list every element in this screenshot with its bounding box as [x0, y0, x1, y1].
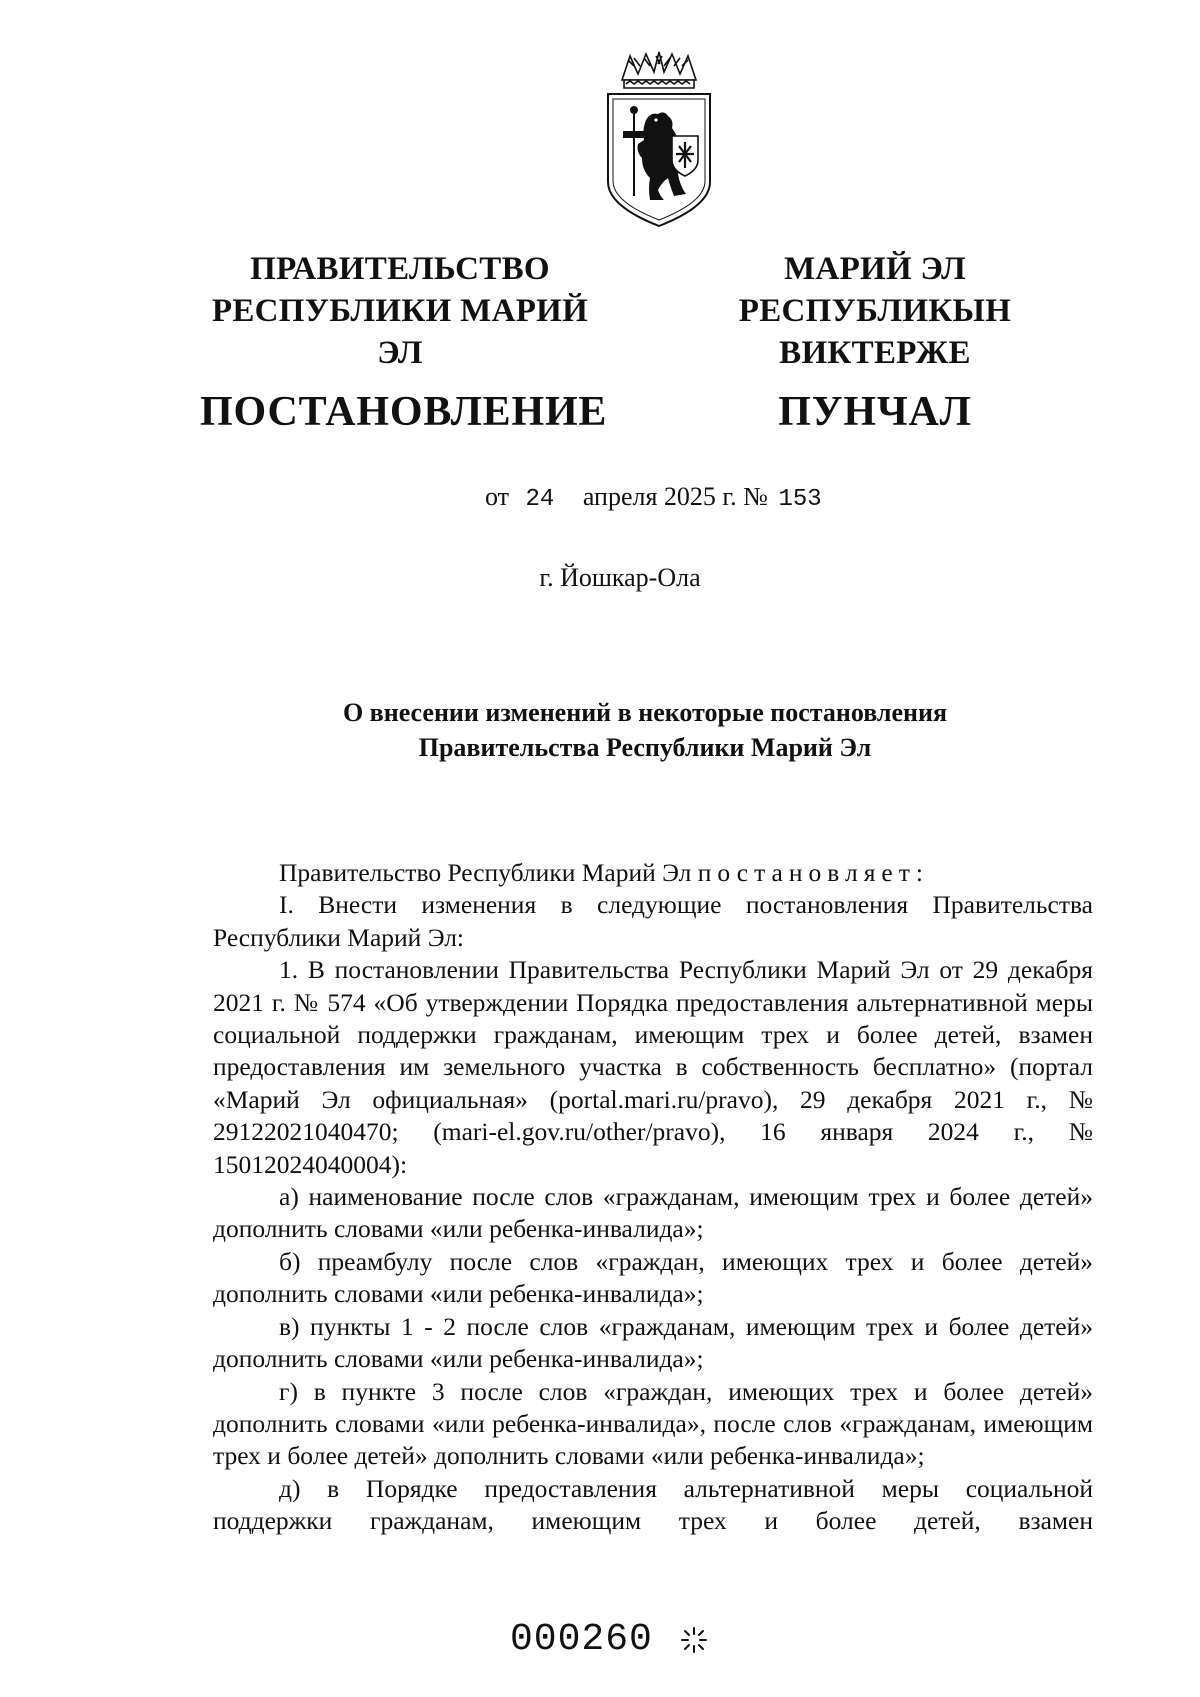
body-paragraph-a: а) наименование после слов «гражданам, имеющим трех и более детей» дополнить словами «или ребенка-инвалида»; — [213, 1182, 1093, 1244]
date-prefix: от — [485, 482, 510, 511]
footer-serial-number: 000260 — [510, 1618, 653, 1661]
ornament-mark-icon — [680, 1626, 708, 1654]
header-left-doctype: ПОСТАНОВЛЕНИЕ — [200, 389, 608, 435]
document-title — [250, 695, 1040, 765]
header-right-doctype: ПУНЧАЛ — [778, 389, 972, 435]
header-left — [200, 248, 608, 438]
document-number: 153 — [778, 486, 822, 513]
resolves-spaced-word: постановляет: — [697, 858, 929, 887]
resolves-text: Правительство Республики Марий Эл — [279, 858, 698, 887]
title-line2: Правительства Республики Марий Эл — [418, 733, 872, 762]
date-day: 24 — [525, 486, 555, 513]
body-paragraph-2: 1. В постановлении Правительства Республики Марий Эл от 29 декабря 2021 г. № 574 «Об утверждении Порядка предоставления альтернативной меры социальной поддержки гражданам, имеющим трех и более детей, взамен предоставления им земельного участка в собственность бесплатно» (портал «Марий Эл официальная» (portal.mari.ru/pravo), 29 декабря 2021 г., № 29122021040470; (mari-el.gov.ru/other/pravo), 16 января 2024 г., № 15012024040004): — [213, 955, 1093, 1179]
date-month-year: апреля 2025 г. № — [582, 482, 768, 511]
header-right-line1: МАРИЙ ЭЛ РЕСПУБЛИКЫН — [738, 251, 1012, 329]
title-line1: О внесении изменений в некоторые постановления — [342, 698, 948, 727]
body-paragraph-resolves — [213, 857, 1093, 889]
body-paragraph-d: д) в Порядке предоставления альтернативной меры социальной поддержки гражданам, имеющим трех и более детей, взамен — [213, 1473, 1093, 1536]
document-city: г. Йошкар-Ола — [539, 563, 701, 592]
body-paragraph-v: в) пункты 1 - 2 после слов «гражданам, имеющим трех и более детей» дополнить словами «или ребенка-инвалида»; — [213, 1311, 1093, 1374]
header-left-line1: ПРАВИТЕЛЬСТВО — [250, 251, 550, 287]
header-left-line2: РЕСПУБЛИКИ МАРИЙ ЭЛ — [211, 293, 589, 371]
body-paragraph-b: б) преамбулу после слов «граждан, имеющих трех и более детей» дополнить словами «или ребенка-инвалида»; — [213, 1246, 1093, 1309]
header-right — [655, 248, 1095, 438]
header-right-line2: ВИКТЕРЖЕ — [779, 335, 971, 371]
body-paragraph-1: I. Внести изменения в следующие постановления Правительства Республики Марий Эл: — [213, 890, 1093, 952]
coat-of-arms-icon — [600, 50, 718, 228]
body-paragraph-g: г) в пункте 3 после слов «граждан, имеющих трех и более детей» дополнить словами «или ребенка-инвалида», после слов «гражданам, имеющим трех и более детей» дополнить словами «или ребенка-инвалида»; — [213, 1376, 1093, 1471]
document-body — [213, 857, 1093, 1538]
